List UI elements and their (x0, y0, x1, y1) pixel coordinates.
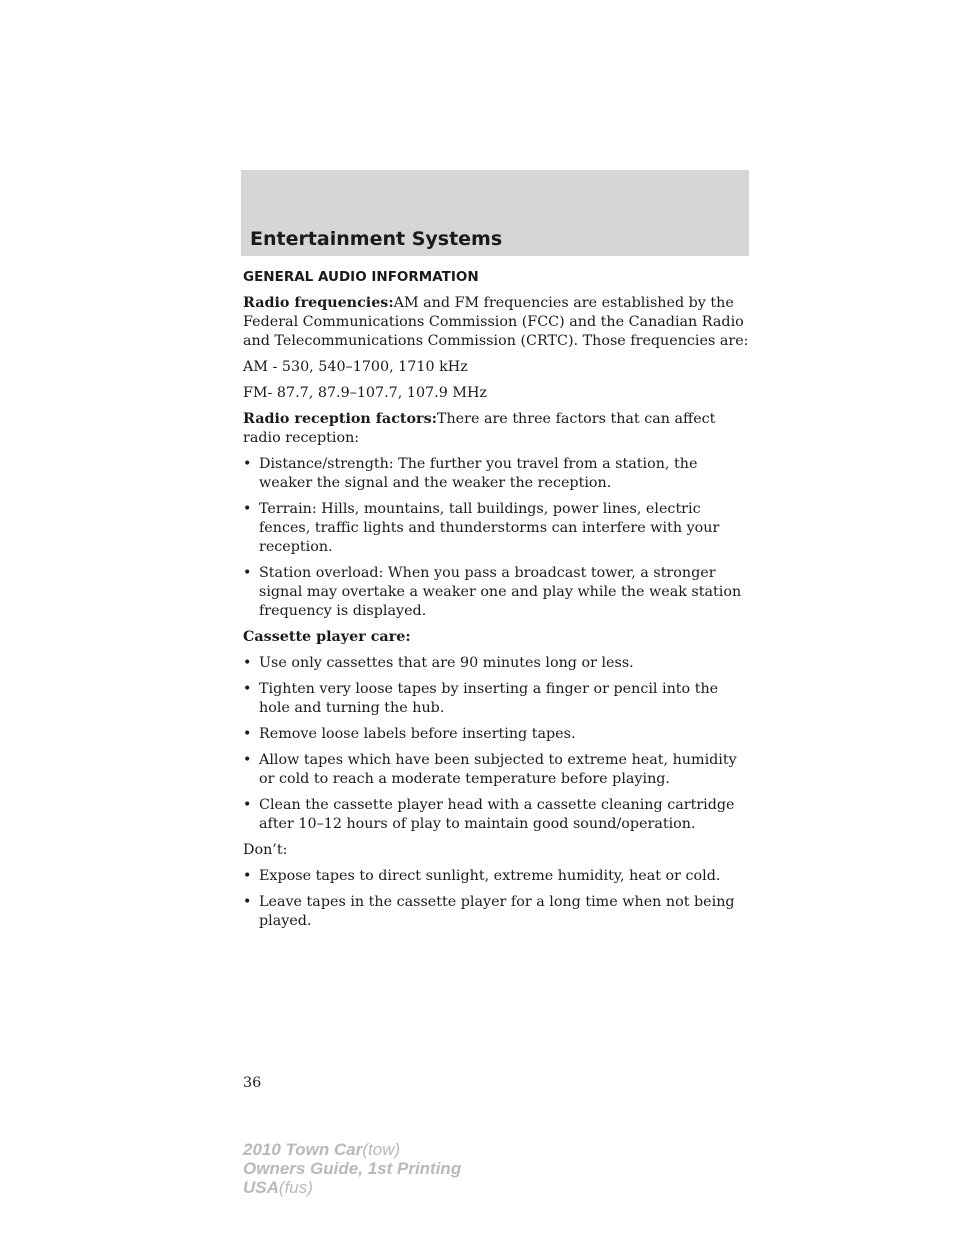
page-number: 36 (243, 1075, 262, 1091)
bullet-icon: • (243, 894, 252, 910)
list-item: • Expose tapes to direct sunlight, extreme humidity, heat or cold. (243, 868, 721, 884)
list-item: • Use only cassettes that are 90 minutes long or less. (243, 655, 634, 671)
list-item: • Terrain: Hills, mountains, tall buildings, power lines, electric fences, traffic lights and thunderstorms can interfere with your reception. (243, 501, 720, 555)
list-item: • Station overload: When you pass a broadcast tower, a stronger signal may overtake a weaker one and play while the weak station frequency is displayed. (243, 565, 742, 619)
reception-factors-paragraph (243, 410, 753, 448)
reception-factors-lead: Radio reception factors: (243, 411, 437, 427)
reception-factors-list (243, 455, 753, 621)
footer-line-1: 2010 Town Car(tow) (243, 1140, 401, 1159)
bullet-icon: • (243, 565, 252, 581)
list-item: • Distance/strength: The further you travel from a station, the weaker the signal and the weaker the reception. (243, 456, 698, 491)
donts-lead: Don’t: (243, 842, 288, 858)
list-item: • Remove loose labels before inserting tapes. (243, 726, 576, 742)
page-content (243, 268, 753, 938)
donts-list (243, 867, 753, 931)
footer-line-3: USA(fus) (243, 1178, 313, 1197)
section-heading: GENERAL AUDIO INFORMATION (243, 269, 479, 285)
bullet-icon: • (243, 456, 252, 472)
reception-factors-text: There are three factors that can affect radio reception: (243, 411, 716, 446)
radio-frequencies-lead: Radio frequencies: (243, 295, 394, 311)
am-frequencies: AM - 530, 540–1700, 1710 kHz (243, 359, 468, 375)
bullet-icon: • (243, 797, 252, 813)
cassette-care-list (243, 654, 753, 834)
fm-frequencies: FM- 87.7, 87.9–107.7, 107.9 MHz (243, 385, 487, 401)
list-item: • Tighten very loose tapes by inserting a finger or pencil into the hole and turning the hub. (243, 681, 719, 716)
radio-frequencies-text: AM and FM frequencies are established by the Federal Communications Commission (FCC) and the Canadian Radio and Telecommunications Commission (CRTC). Those frequencies are: (243, 295, 749, 349)
footer-line-2: Owners Guide, 1st Printing (243, 1159, 462, 1178)
bullet-icon: • (243, 681, 252, 697)
cassette-care-lead: Cassette player care: (243, 629, 411, 645)
radio-frequencies-paragraph (243, 294, 753, 351)
list-item: • Allow tapes which have been subjected to extreme heat, humidity or cold to reach a moderate temperature before playing. (243, 752, 737, 787)
document-footer (243, 1140, 461, 1197)
bullet-icon: • (243, 752, 252, 768)
list-item: • Leave tapes in the cassette player for a long time when not being played. (243, 894, 735, 929)
bullet-icon: • (243, 726, 252, 742)
list-item: • Clean the cassette player head with a cassette cleaning cartridge after 10–12 hours of play to maintain good sound/operation. (243, 797, 735, 832)
bullet-icon: • (243, 868, 252, 884)
bullet-icon: • (243, 501, 252, 517)
bullet-icon: • (243, 655, 252, 671)
chapter-title: Entertainment Systems (250, 228, 503, 250)
